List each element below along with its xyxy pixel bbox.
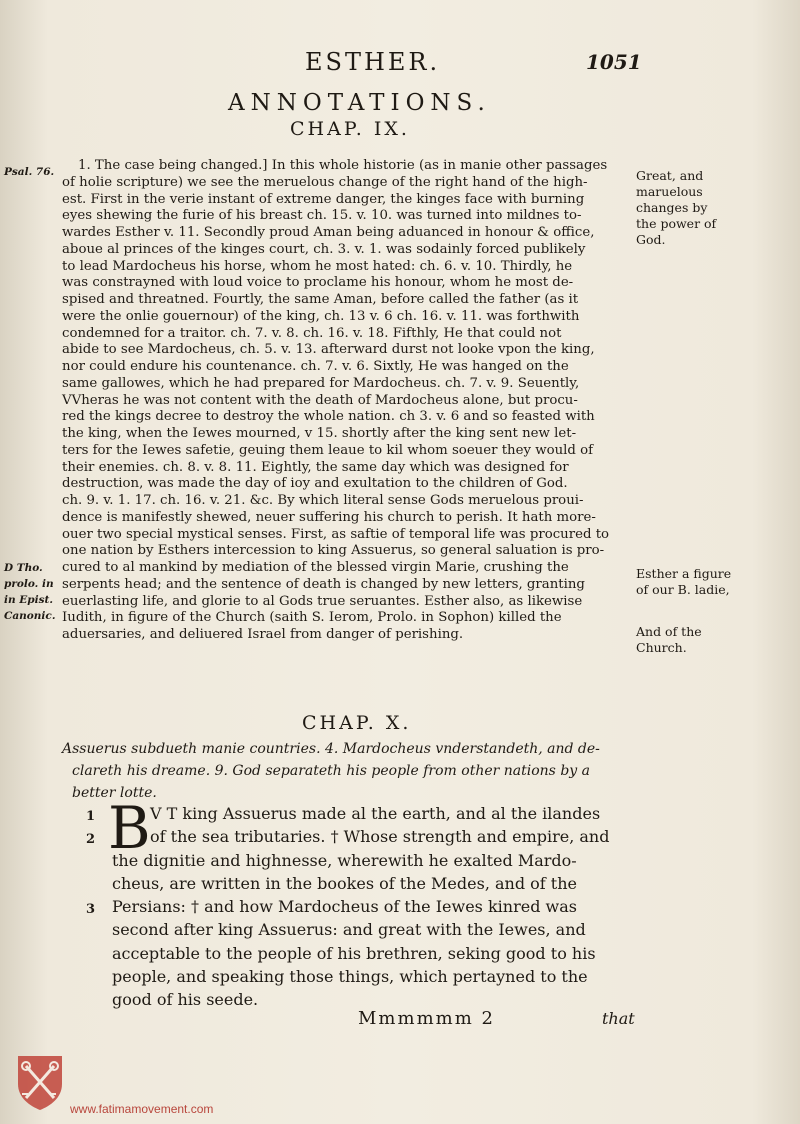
margin-note-line: God. (636, 232, 666, 247)
margin-note-line: changes by (636, 200, 708, 215)
annotation-line: dence is manifestly shewed, neuer suffering his church to perish. It hath more- (62, 509, 596, 525)
margin-note-line: maruelous (636, 184, 703, 199)
margin-ref-line: Canonic. (4, 610, 56, 622)
verse-line: cheus, are written in the bookes of the Medes, and of the (112, 873, 577, 893)
chapter-ten-heading: CHAP. X. (302, 712, 412, 734)
annotation-line: 1. The case being changed.] In this whole historie (as in manie other passages (78, 158, 608, 173)
signature-mark: Mmmmmm 2 (358, 1008, 495, 1029)
margin-note-line: Great, and (636, 168, 704, 183)
margin-note-church (636, 624, 746, 656)
annotation-line: Iudith, in figure of the Church (saith S. Ierom, Prolo. in Sophon) killed the (62, 610, 562, 626)
annotation-line: destruction, was made the day of ioy and exultation to the children of God. (62, 476, 568, 492)
margin-note-line: Church. (636, 640, 687, 655)
verse-line: Persians: † and how Mardocheus of the Iewes kinred was (112, 897, 577, 917)
annotation-line: eyes shewing the furie of his breast ch. 15. v. 10. was turned into mildnes to- (62, 208, 582, 224)
annotation-line: wardes Esther v. 11. Secondly proud Aman being aduanced in honour & office, (62, 225, 595, 240)
margin-note-esther-figure (636, 566, 746, 598)
annotation-line: aboue al princes of the kinges court, ch. 3. v. 1. was sodainly forced publikely (62, 241, 586, 257)
verse-line: of the sea tributaries. † Whose strength and empire, and (150, 827, 610, 847)
annotation-line: ters for the Iewes safetie, geuing them leaue to kil whom soeuer they would of (62, 442, 594, 458)
annotation-line: spised and threatned. Fourtly, the same Aman, before called the father (as it (62, 292, 579, 307)
annotation-line: their enemies. ch. 8. v. 8. 11. Eightly, the same day which was designed for (62, 459, 569, 475)
annotation-line: was constrayned with loud voice to proclame his honour, whom he most de- (62, 275, 574, 291)
annotation-line: euerlasting life, and glorie to al Gods true seruantes. Esther also, as likewise (62, 593, 583, 609)
margin-ref-line: prolo. in (4, 578, 54, 590)
summary-line: better lotte. (72, 785, 157, 801)
annotation-line: est. First in the verie instant of extreme danger, the kinges face with burning (62, 191, 585, 207)
annotation-line: same gallowes, which he had prepared for Mardocheus. ch. 7. v. 9. Seuently, (62, 375, 580, 391)
margin-note-psalm: Psal. 76. (4, 166, 55, 178)
running-title: ESTHER. (305, 48, 441, 76)
verse-line: good of his seede. (112, 990, 259, 1010)
margin-note-line: Esther a figure (636, 566, 732, 581)
verse-line: people, and speaking those things, which pertayned to the (112, 967, 588, 987)
chapter-nine-heading: CHAP. IX. (290, 118, 410, 140)
verse-number: 1 (86, 809, 96, 824)
summary-line: Assuerus subdueth manie countries. 4. Mardocheus vnderstandeth, and de- (62, 741, 600, 757)
annotation-line: VVheras he was not content with the death of Mardocheus alone, but procu- (62, 392, 578, 408)
papal-keys-shield-icon (14, 1054, 66, 1112)
margin-note-line: the power of (636, 216, 717, 231)
verse-line: the dignitie and highnesse, wherewith he exalted Mardo- (112, 850, 577, 870)
annotation-line: ch. 9. v. 1. 17. ch. 16. v. 21. &c. By which literal sense Gods meruelous proui- (62, 493, 584, 508)
annotation-line: condemned for a traitor. ch. 7. v. 8. ch. 16. v. 18. Fifthly, He that could not (62, 325, 562, 341)
annotation-line: the king, when the Iewes mourned, v 15. shortly after the king sent new let- (62, 426, 577, 441)
annotations-heading: ANNOTATIONS. (228, 90, 491, 116)
margin-note-line: of our B. ladie, (636, 582, 730, 597)
page-number: 1051 (586, 50, 642, 74)
website-link[interactable]: www.fatimamovement.com (70, 1102, 214, 1116)
verse-line: acceptable to the people of his brethren, seking good to his (112, 943, 596, 963)
margin-note-line: And of the (636, 624, 702, 639)
annotation-line: cured to al mankind by mediation of the blessed virgin Marie, crushing the (62, 560, 569, 575)
verse-line: second after king Assuerus: and great with the Iewes, and (112, 920, 586, 940)
annotation-line: ouer two special mystical senses. First, as saftie of temporal life was procured to (62, 526, 610, 542)
summary-line: clareth his dreame. 9. God separateth his people from other nations by a (72, 763, 590, 779)
annotation-line: serpents head; and the sentence of death is changed by new letters, granting (62, 576, 585, 592)
annotation-line: abide to see Mardocheus, ch. 5. v. 13. afterward durst not looke vpon the king, (62, 342, 595, 358)
annotation-line: to lead Mardocheus his horse, whom he most hated: ch. 6. v. 10. Thirdly, he (62, 258, 573, 274)
verse-number: 2 (86, 832, 96, 847)
drop-cap: B (108, 794, 151, 862)
annotation-line: aduersaries, and deliuered Israel from danger of perishing. (62, 627, 464, 642)
margin-ref-line: D Tho. (4, 562, 43, 574)
annotation-text (62, 158, 634, 644)
margin-note-great-changes (636, 168, 746, 248)
annotation-line: of holie scripture) we see the meruelous change of the right hand of the high- (62, 174, 588, 190)
margin-ref-line: in Epist. (4, 594, 54, 606)
annotation-line: red the kings decree to destroy the whole nation. ch 3. v. 6 and so feasted with (62, 409, 595, 425)
verse-line: V T king Assuerus made al the earth, and al the ilandes (150, 804, 601, 823)
margin-note-reference (4, 560, 62, 624)
catchword: that (602, 1009, 635, 1028)
verse-number: 3 (86, 902, 96, 917)
annotation-line: one nation by Esthers intercession to king Assuerus, so general saluation is pro- (62, 543, 605, 559)
annotation-line: were the onlie gouernour) of the king, ch. 13 v. 6 ch. 16. v. 11. was forthwith (62, 308, 580, 324)
annotation-line: nor could endure his countenance. ch. 7. v. 6. Sixtly, He was hanged on the (62, 359, 569, 374)
chapter-ten-text (112, 802, 640, 1012)
